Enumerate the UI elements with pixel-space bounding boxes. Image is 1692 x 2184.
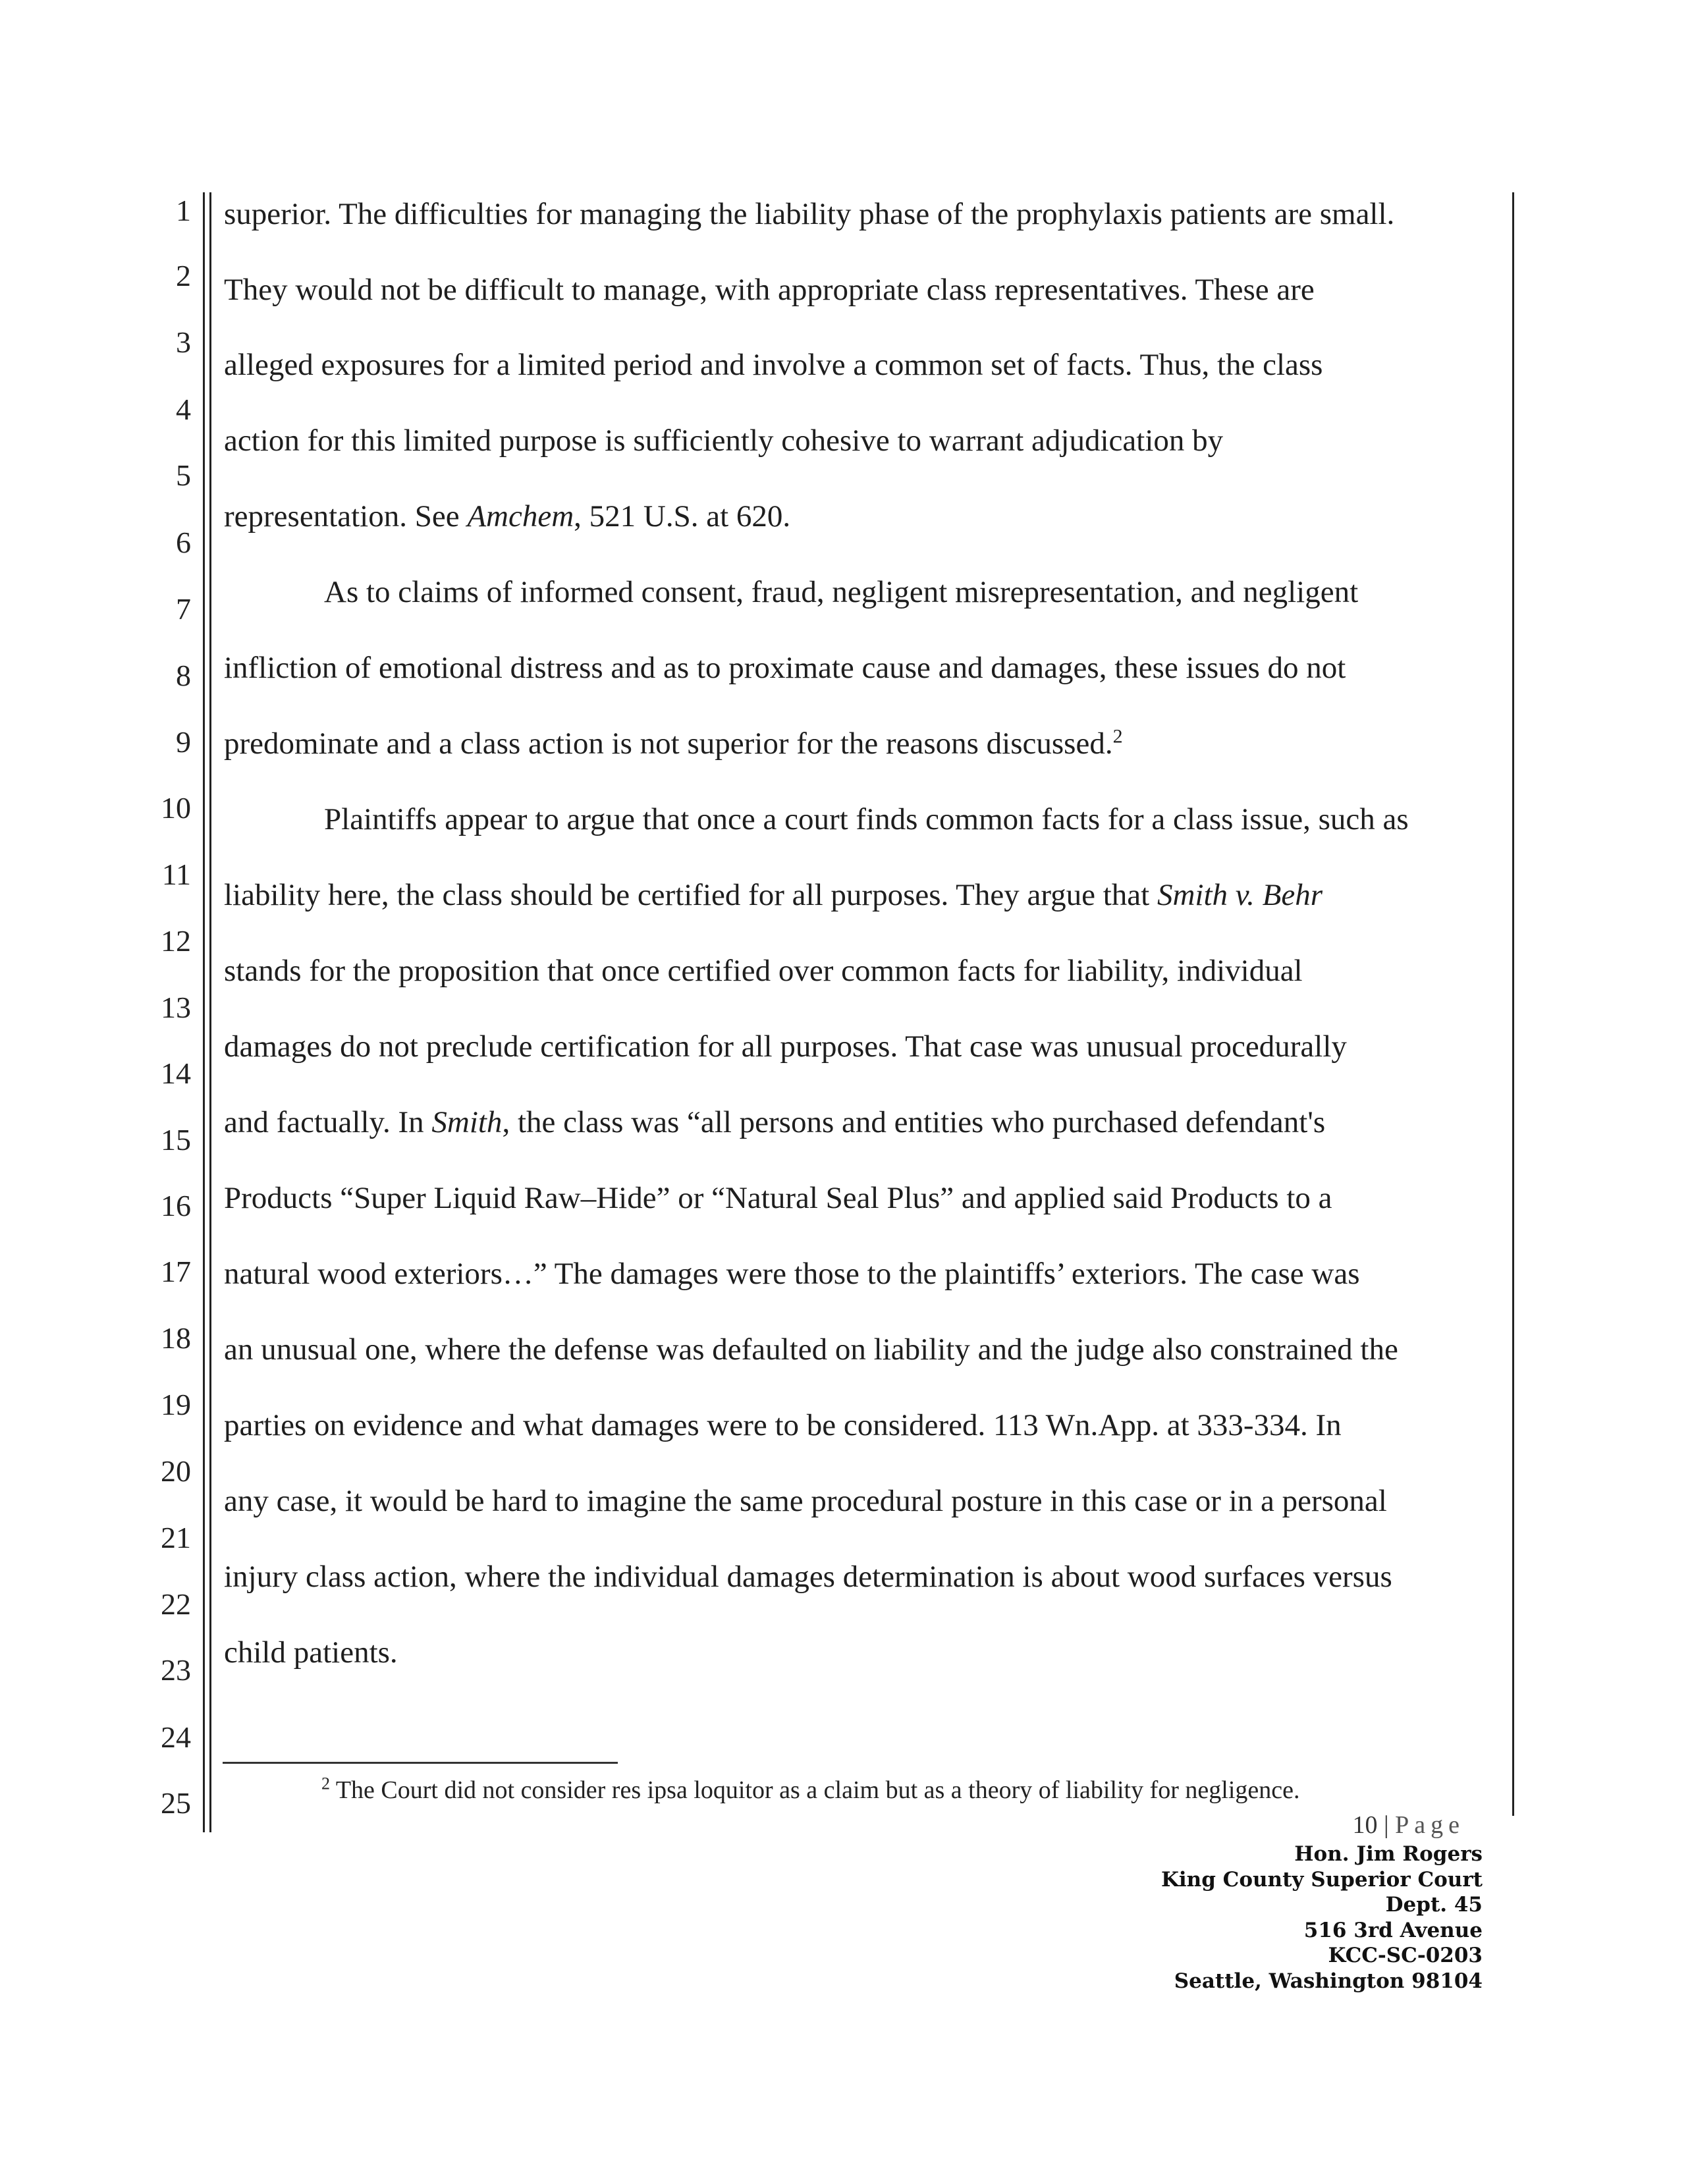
- line-number: 3: [176, 325, 191, 359]
- text-line: natural wood exteriors…” The damages were those to the plaintiffs’ exteriors. The case was: [224, 1257, 1360, 1291]
- address-line: King County Superior Court: [1160, 1867, 1483, 1892]
- line-number: 16: [161, 1189, 191, 1222]
- text-line: [224, 875, 1323, 915]
- line-number: 17: [161, 1255, 191, 1288]
- line-number: 22: [161, 1587, 191, 1621]
- footnote: [321, 1774, 1299, 1807]
- text-line: infliction of emotional distress and as to proximate cause and damages, these issues do not: [224, 651, 1346, 685]
- text-run: representation. See: [224, 499, 468, 533]
- line-number: 21: [161, 1521, 191, 1554]
- address-line: KCC-SC-0203: [1328, 1944, 1483, 1967]
- footnote-text: The Court did not consider res ipsa loquitor as a claim but as a theory of liability for negligence.: [330, 1776, 1300, 1804]
- text-line: any case, it would be hard to imagine the same procedural posture in this case or in a personal: [224, 1484, 1387, 1518]
- text-line: action for this limited purpose is sufficiently cohesive to warrant adjudication by: [224, 423, 1224, 458]
- text-line: injury class action, where the individual damages determination is about wood surfaces versus: [224, 1560, 1392, 1594]
- text-line: As to claims of informed consent, fraud, negligent misrepresentation, and negligent: [324, 575, 1359, 609]
- address-line: Hon. Jim Rogers: [1294, 1842, 1483, 1866]
- line-number: 25: [161, 1786, 191, 1820]
- text-line: [224, 1103, 1325, 1142]
- text-line: [224, 724, 1123, 763]
- address-line: 516 3rd Avenue: [1303, 1918, 1483, 1942]
- text-run: predominate and a class action is not superior for the reasons discussed.: [224, 726, 1113, 761]
- footnote-reference: 2: [1112, 725, 1123, 748]
- text-run: and factually. In: [224, 1105, 432, 1139]
- line-number: 6: [176, 526, 191, 559]
- line-number: 18: [161, 1321, 191, 1355]
- court-address-block: [1161, 1842, 1483, 1994]
- text-line: They would not be difficult to manage, with appropriate class representatives. These are: [224, 273, 1315, 307]
- line-number: 13: [161, 991, 191, 1024]
- text-run: liability here, the class should be certified for all purposes. They argue that: [224, 878, 1157, 912]
- text-line: child patients.: [224, 1635, 398, 1670]
- line-number: 10: [161, 791, 191, 825]
- line-number: 23: [161, 1653, 191, 1687]
- text-line: damages do not preclude certification for all purposes. That case was unusual procedurally: [224, 1029, 1347, 1064]
- page-number: [1353, 1810, 1465, 1840]
- line-number: 15: [161, 1123, 191, 1157]
- left-margin-rule-outer: [203, 192, 205, 1832]
- line-number: 14: [161, 1056, 191, 1090]
- line-number: 19: [161, 1388, 191, 1421]
- text-line: superior. The difficulties for managing the liability phase of the prophylaxis patients are small.: [224, 197, 1395, 231]
- line-number: 7: [176, 592, 191, 626]
- text-line: parties on evidence and what damages were to be considered. 113 Wn.App. at 333-334. In: [224, 1408, 1342, 1442]
- case-citation: Smith v. Behr: [1157, 878, 1323, 912]
- case-citation: Smith: [431, 1105, 503, 1139]
- address-line: Dept. 45: [1385, 1893, 1483, 1917]
- text-line: alleged exposures for a limited period and involve a common set of facts. Thus, the class: [224, 348, 1323, 382]
- left-margin-rule-inner: [209, 192, 211, 1832]
- text-line: Products “Super Liquid Raw–Hide” or “Natural Seal Plus” and applied said Products to a: [224, 1181, 1332, 1215]
- text-line: Plaintiffs appear to argue that once a court finds common facts for a class issue, such as: [324, 802, 1409, 836]
- line-number: 20: [161, 1454, 191, 1488]
- case-citation: Amchem: [467, 499, 574, 533]
- line-number: 24: [161, 1720, 191, 1754]
- page-label: Page: [1395, 1811, 1465, 1839]
- line-number: 9: [176, 725, 191, 759]
- line-number: 1: [176, 194, 191, 227]
- line-number: 4: [176, 393, 191, 426]
- footnote-number: 2: [321, 1774, 330, 1793]
- text-line: an unusual one, where the defense was defaulted on liability and the judge also constrained the: [224, 1332, 1398, 1367]
- footnote-separator: [223, 1762, 618, 1764]
- line-number: 11: [161, 858, 191, 891]
- text-line: [224, 497, 790, 536]
- line-number: 5: [176, 458, 191, 492]
- line-number: 8: [176, 659, 191, 692]
- line-number: 2: [176, 259, 191, 292]
- right-margin-rule: [1512, 192, 1514, 1816]
- text-line: stands for the proposition that once certified over common facts for liability, individual: [224, 954, 1303, 988]
- address-line: Seattle, Washington 98104: [1174, 1969, 1483, 1993]
- page-number-value: 10 |: [1352, 1811, 1396, 1839]
- text-run: , the class was “all persons and entities who purchased defendant's: [502, 1105, 1326, 1139]
- text-run: , 521 U.S. at 620.: [574, 499, 791, 533]
- line-number: 12: [161, 924, 191, 958]
